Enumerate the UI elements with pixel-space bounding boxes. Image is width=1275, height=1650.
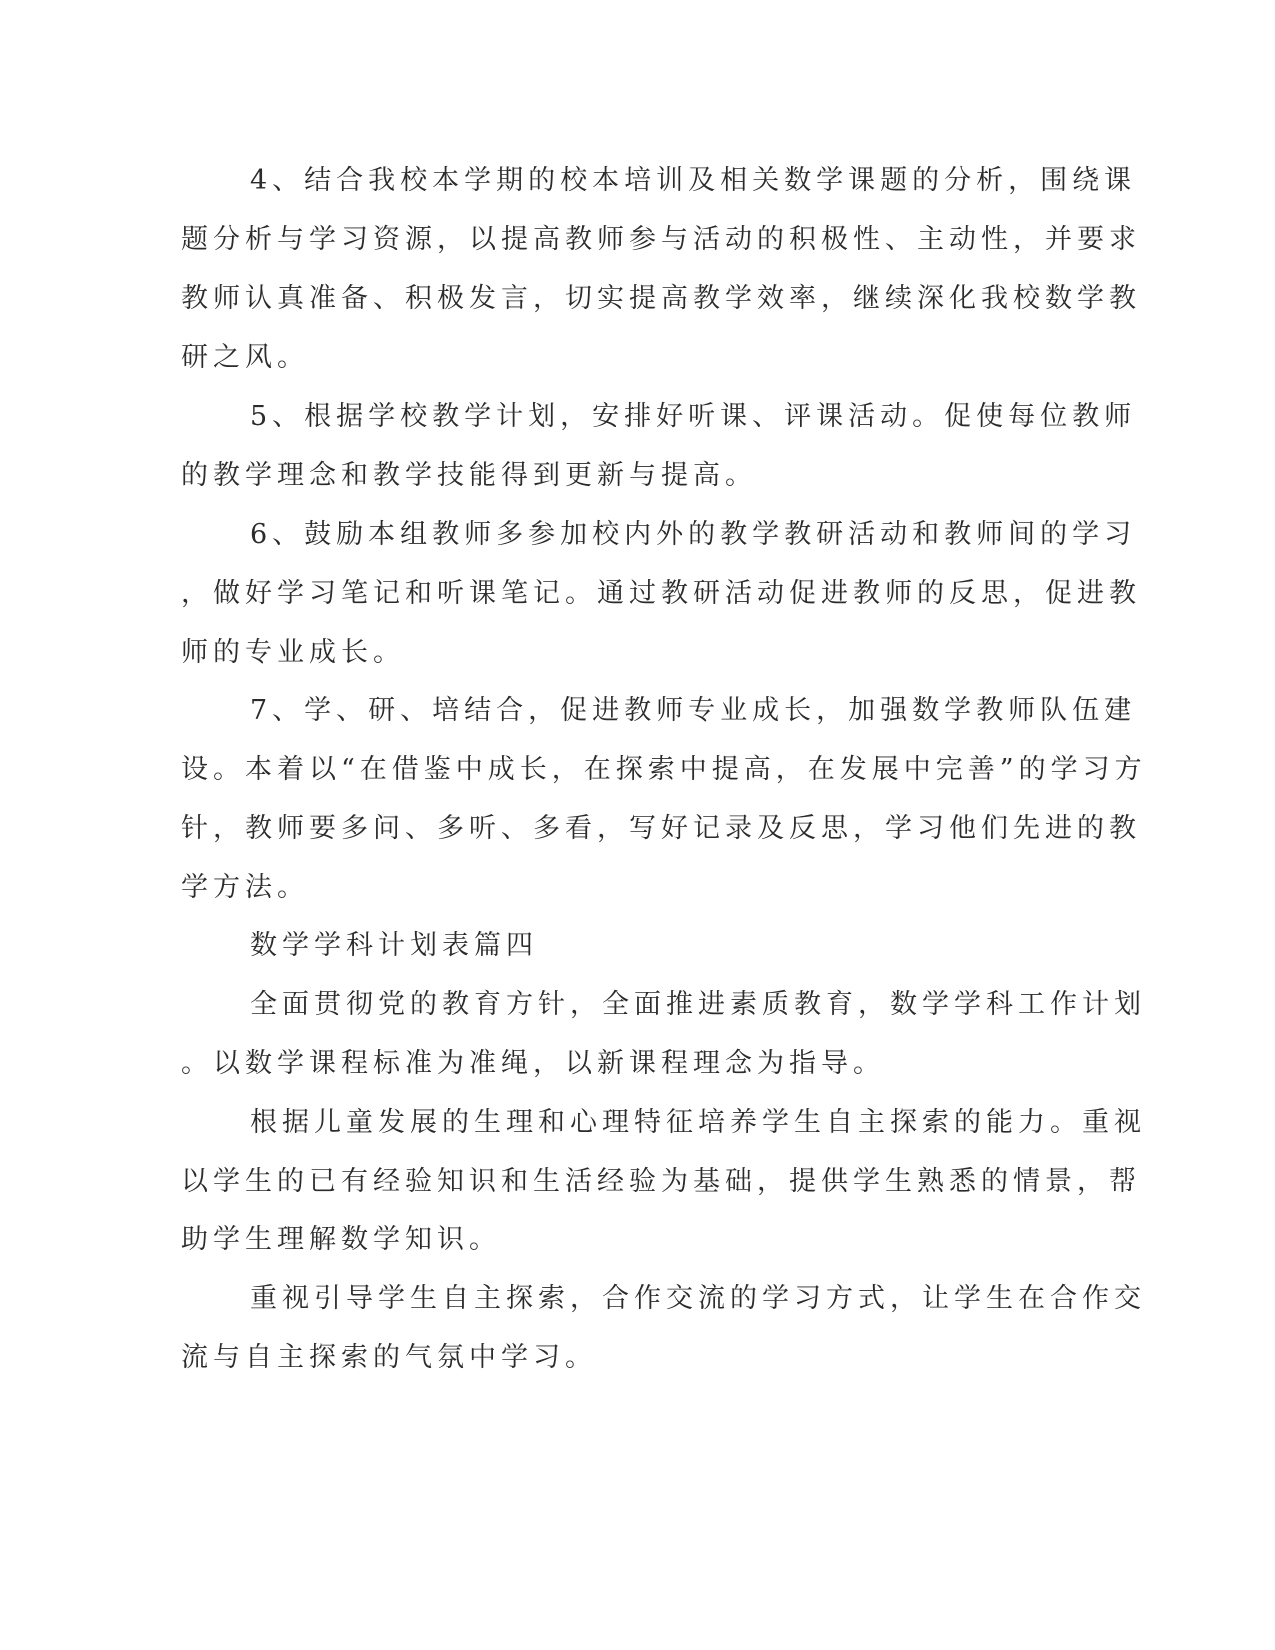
- text-line: 学方法。: [181, 872, 309, 903]
- text-line: 以学生的已有经验知识和生活经验为基础，提供学生熟悉的情景，帮: [181, 1166, 1141, 1197]
- section-heading: 数学学科计划表篇四: [250, 930, 538, 961]
- text-line: 助学生理解数学知识。: [181, 1224, 501, 1255]
- text-line: 4、结合我校本学期的校本培训及相关数学课题的分析，围绕课: [250, 165, 1137, 196]
- text-line: 流与自主探索的气氛中学习。: [181, 1342, 597, 1373]
- text-line: 全面贯彻党的教育方针，全面推进素质教育，数学学科工作计划: [250, 989, 1146, 1020]
- text-line: 题分析与学习资源，以提高教师参与活动的积极性、主动性，并要求: [181, 224, 1141, 255]
- text-line: 7、学、研、培结合，促进教师专业成长，加强数学教师队伍建: [250, 695, 1137, 726]
- text-line: 针，教师要多问、多听、多看，写好记录及反思，学习他们先进的教: [181, 813, 1141, 844]
- text-line: 的教学理念和教学技能得到更新与提高。: [181, 460, 757, 491]
- text-line: 教师认真准备、积极发言，切实提高教学效率，继续深化我校数学教: [181, 283, 1141, 314]
- text-line: ，做好学习笔记和听课笔记。通过教研活动促进教师的反思，促进教: [181, 578, 1141, 609]
- text-line: 6、鼓励本组教师多参加校内外的教学教研活动和教师间的学习: [250, 519, 1137, 550]
- text-line: 研之风。: [181, 342, 309, 373]
- text-line: 。以数学课程标准为准绳，以新课程理念为指导。: [181, 1048, 885, 1079]
- text-line: 设。本着以“在借鉴中成长，在探索中提高，在发展中完善”的学习方: [181, 754, 1147, 785]
- text-line: 师的专业成长。: [181, 637, 405, 668]
- text-line: 根据儿童发展的生理和心理特征培养学生自主探索的能力。重视: [250, 1107, 1146, 1138]
- text-line: 5、根据学校教学计划，安排好听课、评课活动。促使每位教师: [250, 401, 1137, 432]
- text-line: 重视引导学生自主探索，合作交流的学习方式，让学生在合作交: [250, 1283, 1146, 1314]
